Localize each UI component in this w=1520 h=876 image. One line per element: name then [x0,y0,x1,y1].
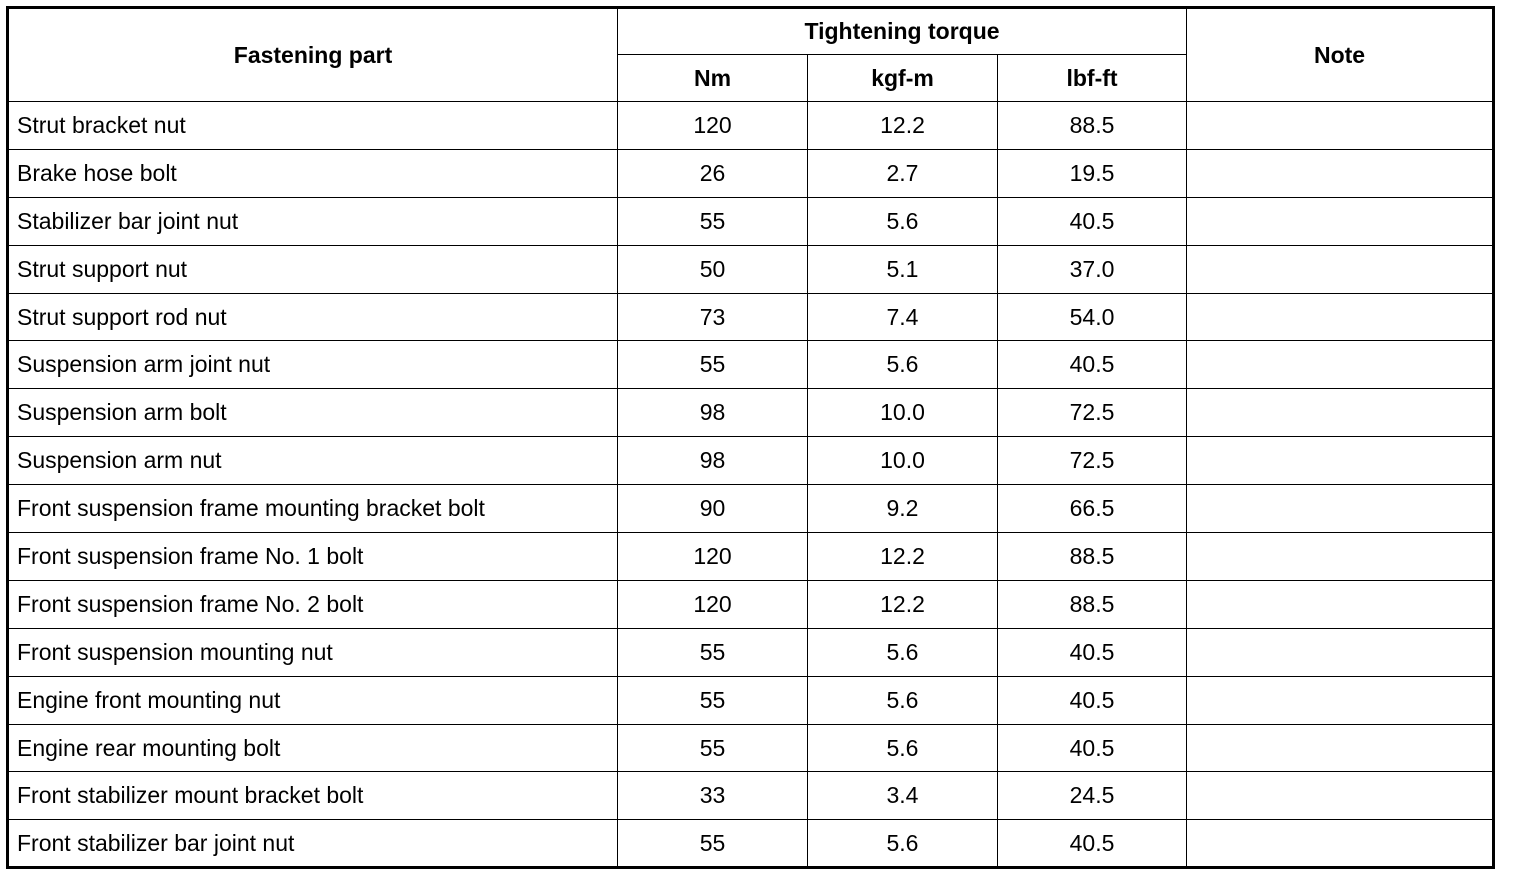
torque-nm-cell: 73 [618,293,808,341]
fastening-part-cell: Front suspension mounting nut [8,628,618,676]
torque-kgf-m-cell: 5.1 [808,245,998,293]
table-body [8,102,1494,868]
torque-nm-cell: 98 [618,437,808,485]
torque-lbf-ft-cell: 40.5 [998,197,1187,245]
fastening-part-cell: Front stabilizer bar joint nut [8,820,618,868]
note-cell [1187,676,1494,724]
torque-nm-cell: 55 [618,676,808,724]
torque-kgf-m-cell: 5.6 [808,628,998,676]
torque-lbf-ft-cell: 54.0 [998,293,1187,341]
fastening-part-cell: Suspension arm joint nut [8,341,618,389]
torque-kgf-m-cell: 2.7 [808,149,998,197]
fastening-part-cell: Engine front mounting nut [8,676,618,724]
table-row [8,628,1494,676]
torque-kgf-m-cell: 5.6 [808,197,998,245]
torque-lbf-ft-cell: 40.5 [998,341,1187,389]
table-row [8,245,1494,293]
header-unit-nm: Nm [618,55,808,102]
note-cell [1187,341,1494,389]
header-unit-kgf-m: kgf-m [808,55,998,102]
torque-nm-cell: 50 [618,245,808,293]
header-unit-lbf-ft: lbf-ft [998,55,1187,102]
table-row [8,724,1494,772]
fastening-part-cell: Suspension arm bolt [8,389,618,437]
note-cell [1187,820,1494,868]
torque-kgf-m-cell: 9.2 [808,485,998,533]
table-row [8,341,1494,389]
fastening-part-cell: Front suspension frame No. 2 bolt [8,580,618,628]
note-cell [1187,245,1494,293]
torque-lbf-ft-cell: 24.5 [998,772,1187,820]
torque-nm-cell: 55 [618,197,808,245]
header-row-top [8,8,1494,55]
note-cell [1187,485,1494,533]
table-row [8,102,1494,150]
torque-nm-cell: 55 [618,820,808,868]
torque-kgf-m-cell: 12.2 [808,580,998,628]
torque-nm-cell: 120 [618,580,808,628]
fastening-part-cell: Brake hose bolt [8,149,618,197]
torque-nm-cell: 33 [618,772,808,820]
torque-kgf-m-cell: 3.4 [808,772,998,820]
fastening-part-cell: Strut support nut [8,245,618,293]
torque-kgf-m-cell: 10.0 [808,389,998,437]
torque-lbf-ft-cell: 72.5 [998,437,1187,485]
table-row [8,149,1494,197]
torque-lbf-ft-cell: 19.5 [998,149,1187,197]
fastening-part-cell: Suspension arm nut [8,437,618,485]
fastening-part-cell: Strut support rod nut [8,293,618,341]
torque-nm-cell: 120 [618,533,808,581]
note-cell [1187,149,1494,197]
torque-lbf-ft-cell: 40.5 [998,676,1187,724]
torque-kgf-m-cell: 5.6 [808,676,998,724]
torque-lbf-ft-cell: 72.5 [998,389,1187,437]
torque-nm-cell: 120 [618,102,808,150]
torque-lbf-ft-cell: 40.5 [998,628,1187,676]
table-row [8,293,1494,341]
torque-nm-cell: 55 [618,724,808,772]
torque-table [6,6,1495,869]
torque-kgf-m-cell: 10.0 [808,437,998,485]
torque-lbf-ft-cell: 40.5 [998,820,1187,868]
torque-kgf-m-cell: 12.2 [808,533,998,581]
torque-kgf-m-cell: 5.6 [808,341,998,389]
torque-lbf-ft-cell: 88.5 [998,102,1187,150]
note-cell [1187,724,1494,772]
torque-nm-cell: 55 [618,628,808,676]
torque-nm-cell: 55 [618,341,808,389]
torque-lbf-ft-cell: 88.5 [998,533,1187,581]
table-row [8,533,1494,581]
torque-lbf-ft-cell: 37.0 [998,245,1187,293]
torque-nm-cell: 98 [618,389,808,437]
table-row [8,437,1494,485]
table-header [8,8,1494,102]
note-cell [1187,197,1494,245]
table-row [8,676,1494,724]
header-note: Note [1187,8,1494,102]
torque-kgf-m-cell: 7.4 [808,293,998,341]
table-row [8,772,1494,820]
fastening-part-cell: Engine rear mounting bolt [8,724,618,772]
note-cell [1187,102,1494,150]
note-cell [1187,437,1494,485]
fastening-part-cell: Front suspension frame No. 1 bolt [8,533,618,581]
torque-nm-cell: 26 [618,149,808,197]
torque-lbf-ft-cell: 40.5 [998,724,1187,772]
note-cell [1187,772,1494,820]
note-cell [1187,628,1494,676]
header-fastening-part: Fastening part [8,8,618,102]
fastening-part-cell: Front stabilizer mount bracket bolt [8,772,618,820]
fastening-part-cell: Front suspension frame mounting bracket bolt [8,485,618,533]
table-row [8,389,1494,437]
torque-kgf-m-cell: 5.6 [808,724,998,772]
table-row [8,820,1494,868]
torque-kgf-m-cell: 12.2 [808,102,998,150]
fastening-part-cell: Strut bracket nut [8,102,618,150]
note-cell [1187,293,1494,341]
torque-lbf-ft-cell: 66.5 [998,485,1187,533]
torque-nm-cell: 90 [618,485,808,533]
table-row [8,485,1494,533]
torque-lbf-ft-cell: 88.5 [998,580,1187,628]
table-row [8,197,1494,245]
note-cell [1187,533,1494,581]
torque-kgf-m-cell: 5.6 [808,820,998,868]
note-cell [1187,580,1494,628]
note-cell [1187,389,1494,437]
fastening-part-cell: Stabilizer bar joint nut [8,197,618,245]
header-tightening-torque: Tightening torque [618,8,1187,55]
table-row [8,580,1494,628]
